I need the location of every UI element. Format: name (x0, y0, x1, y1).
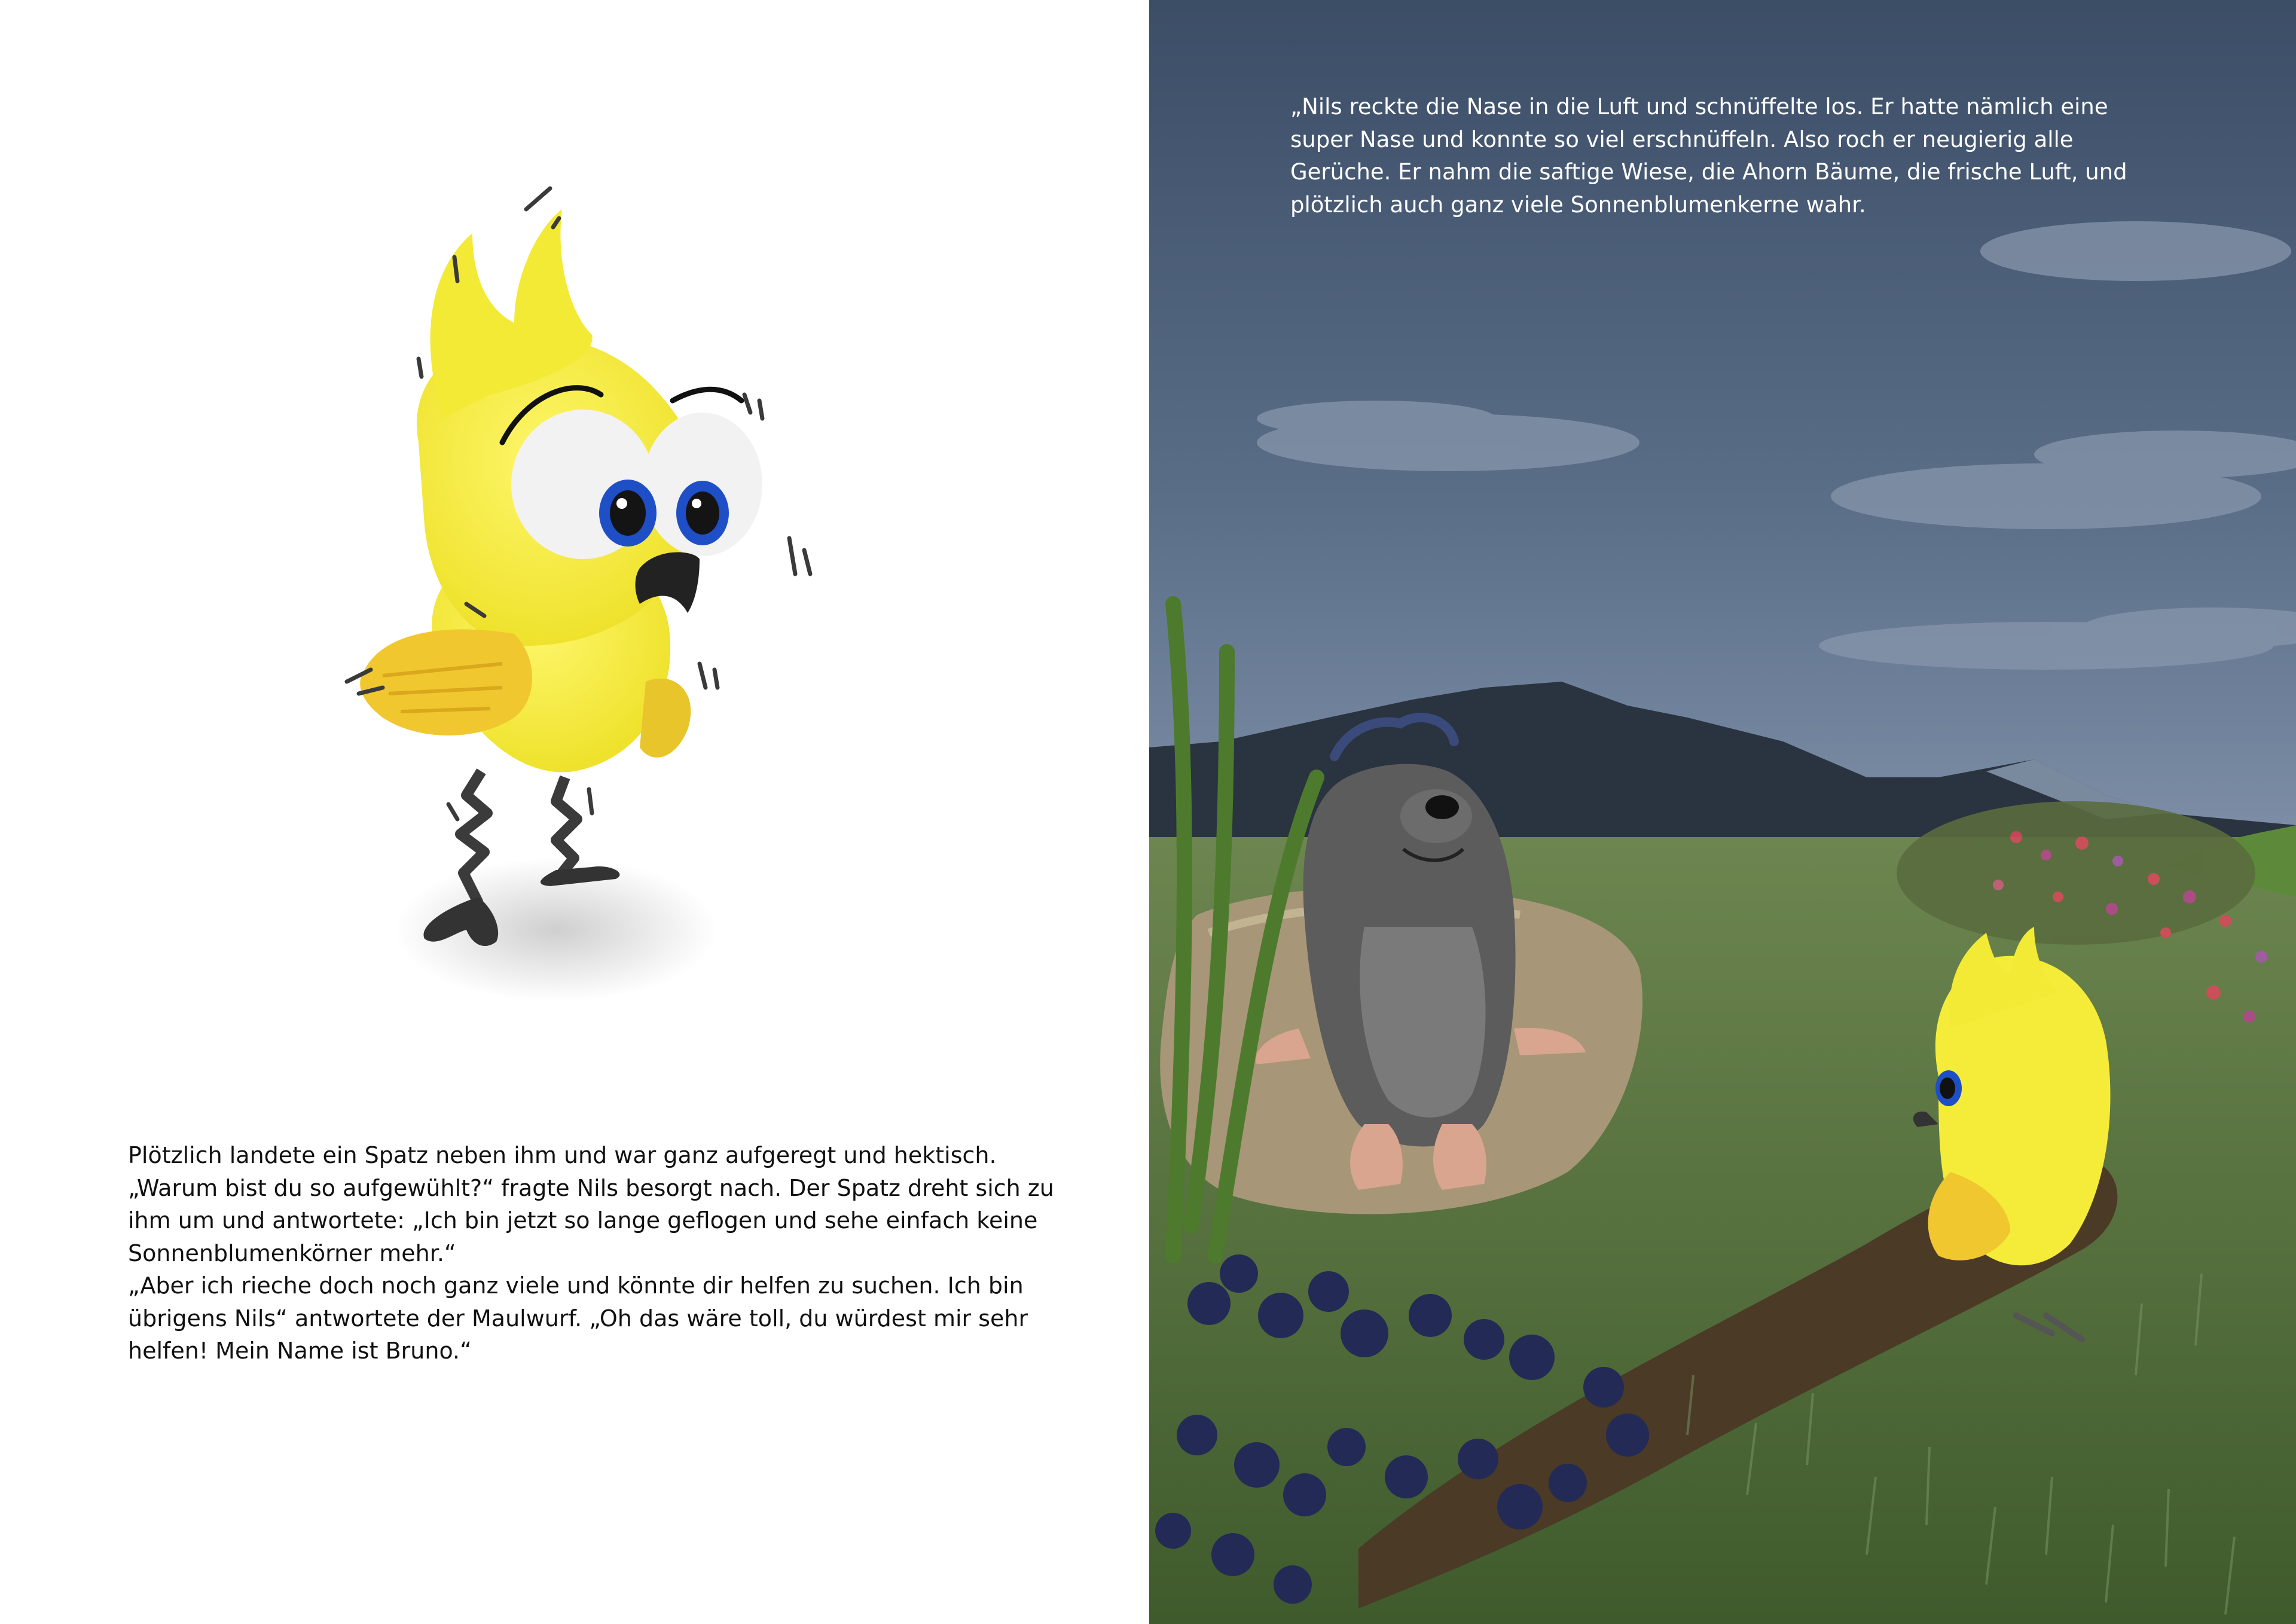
mole-nose (1425, 795, 1459, 819)
bird-wing-right (640, 679, 691, 758)
right-page (1149, 0, 2296, 1624)
bird-wing-left (360, 630, 532, 736)
mole-foot-right (1433, 1124, 1486, 1190)
left-story-text: Plötzlich landete ein Spatz neben ihm und war ganz aufgeregt und hektisch. „Warum bist du so aufgewühlt?“ fragte Nils besorgt nach. Der Spatz dreht sich zu ihm um und antwortete: „Ich bin jetzt so lange geflogen und sehe einfach keine Sonnenblumenkörner mehr.“ „Aber ich rieche doch noch ganz viele und könnte dir helfen zu suchen. Ich bin übrigens Nils“ antwortete der Maulwurf. „Oh das wäre toll, du würdest mir sehr helfen! Mein Name ist Bruno.“ (128, 1142, 1054, 1364)
right-story-text: „Nils reckte die Nase in die Luft und schnüffelte los. Er hatte nämlich eine super Nase und konnte so viel erschnüffeln. Also roch er neugierig alle Gerüche. Er nahm die saftige Wiese, die Ahorn Bäume, die frische Luft, und plötzlich auch ganz viele Sonnenblumenkerne wahr. (1290, 94, 2127, 218)
bird-eyebrow-right (673, 389, 741, 401)
meadow-scene-illustration (1149, 0, 2296, 1624)
